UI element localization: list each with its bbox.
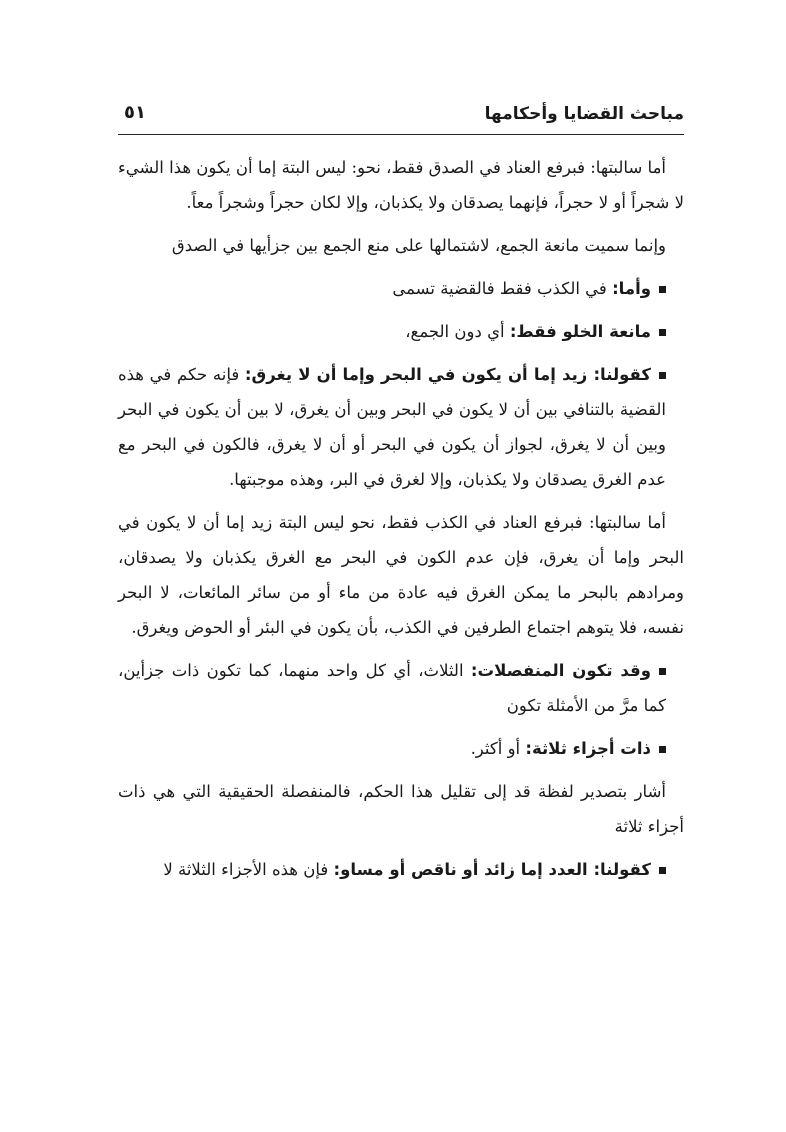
square-bullet-icon xyxy=(659,867,666,874)
bullet-paragraph: كقولنا: العدد إما زائد أو ناقص أو مساو: فإن هذه الأجزاء الثلاثة لا xyxy=(118,852,684,887)
square-bullet-icon xyxy=(659,668,666,675)
bullet-paragraph: ذات أجزاء ثلاثة: أو أكثر. xyxy=(118,731,684,766)
bullet-paragraph: وقد تكون المنفصلات: الثلاث، أي كل واحد منهما، كما تكون ذات جزأين، كما مرَّ من الأمثلة تكون xyxy=(118,661,666,715)
bold-lead: كقولنا: العدد إما زائد أو ناقص أو مساو: xyxy=(333,860,651,879)
paragraph: أشار بتصدير لفظة قد إلى تقليل هذا الحكم، فالمنفصلة الحقيقية التي هي ذات أجزاء ثلاثة xyxy=(118,782,684,836)
bullet-paragraph: مانعة الخلو فقط: أي دون الجمع، xyxy=(118,314,684,349)
bullet-paragraph: كقولنا: زيد إما أن يكون في البحر وإما أن لا يغرق: فإنه حكم في هذه القضية بالتنافي بين أن لا يكون في البحر وبين أن يغرق، لا بين أن يكون في البحر وبين أن لا يغرق، لجواز أن يكون في البحر أو أن لا يغرق، فالكون في البحر مع عدم الغرق يصدقان ولا يكذبان، وإلا لغرق في البر، وهذه موجبتها. xyxy=(118,365,666,489)
page-body xyxy=(118,150,684,895)
bullet-paragraph: وأما: في الكذب فقط فالقضية تسمى xyxy=(118,271,684,306)
square-bullet-icon xyxy=(659,372,666,379)
square-bullet-icon xyxy=(659,746,666,753)
bold-lead: مانعة الخلو فقط: xyxy=(509,322,651,341)
square-bullet-icon xyxy=(659,329,666,336)
chapter-title: مباحث القضايا وأحكامها xyxy=(484,104,684,124)
header-divider xyxy=(118,134,684,135)
paragraph: أما سالبتها: فبرفع العناد في الكذب فقط، نحو ليس البتة زيد إما أن لا يكون في البحر وإما أن يغرق، فإن عدم الكون في البحر مع الغرق يكذبان ولا يصدقان، ومرادهم بالبحر ما يمكن الغرق فيه عادة من ماء أو من سائر المائعات، لا البحر نفسه، فلا يتوهم اجتماع الطرفين في الكذب، بأن يكون في البئر أو الحوض ويغرق. xyxy=(118,513,684,637)
bold-lead: ذات أجزاء ثلاثة: xyxy=(525,739,651,758)
paragraph: أما سالبتها: فبرفع العناد في الصدق فقط، نحو: ليس البتة إما أن يكون هذا الشيء لا شجراً أو لا حجراً، فإنهما يصدقان ولا يكذبان، وإلا لكان حجراً وشجراً معاً. xyxy=(118,158,684,212)
bold-lead: وقد تكون المنفصلات: xyxy=(470,661,651,680)
square-bullet-icon xyxy=(659,286,666,293)
bold-lead: كقولنا: زيد إما أن يكون في البحر وإما أن لا يغرق: xyxy=(244,365,651,384)
running-header xyxy=(118,100,684,132)
bold-lead: وأما: xyxy=(612,279,651,298)
paragraph: وإنما سميت مانعة الجمع، لاشتمالها على منع الجمع بين جزأيها في الصدق xyxy=(171,236,666,255)
page-number: ٥١ xyxy=(124,102,146,123)
